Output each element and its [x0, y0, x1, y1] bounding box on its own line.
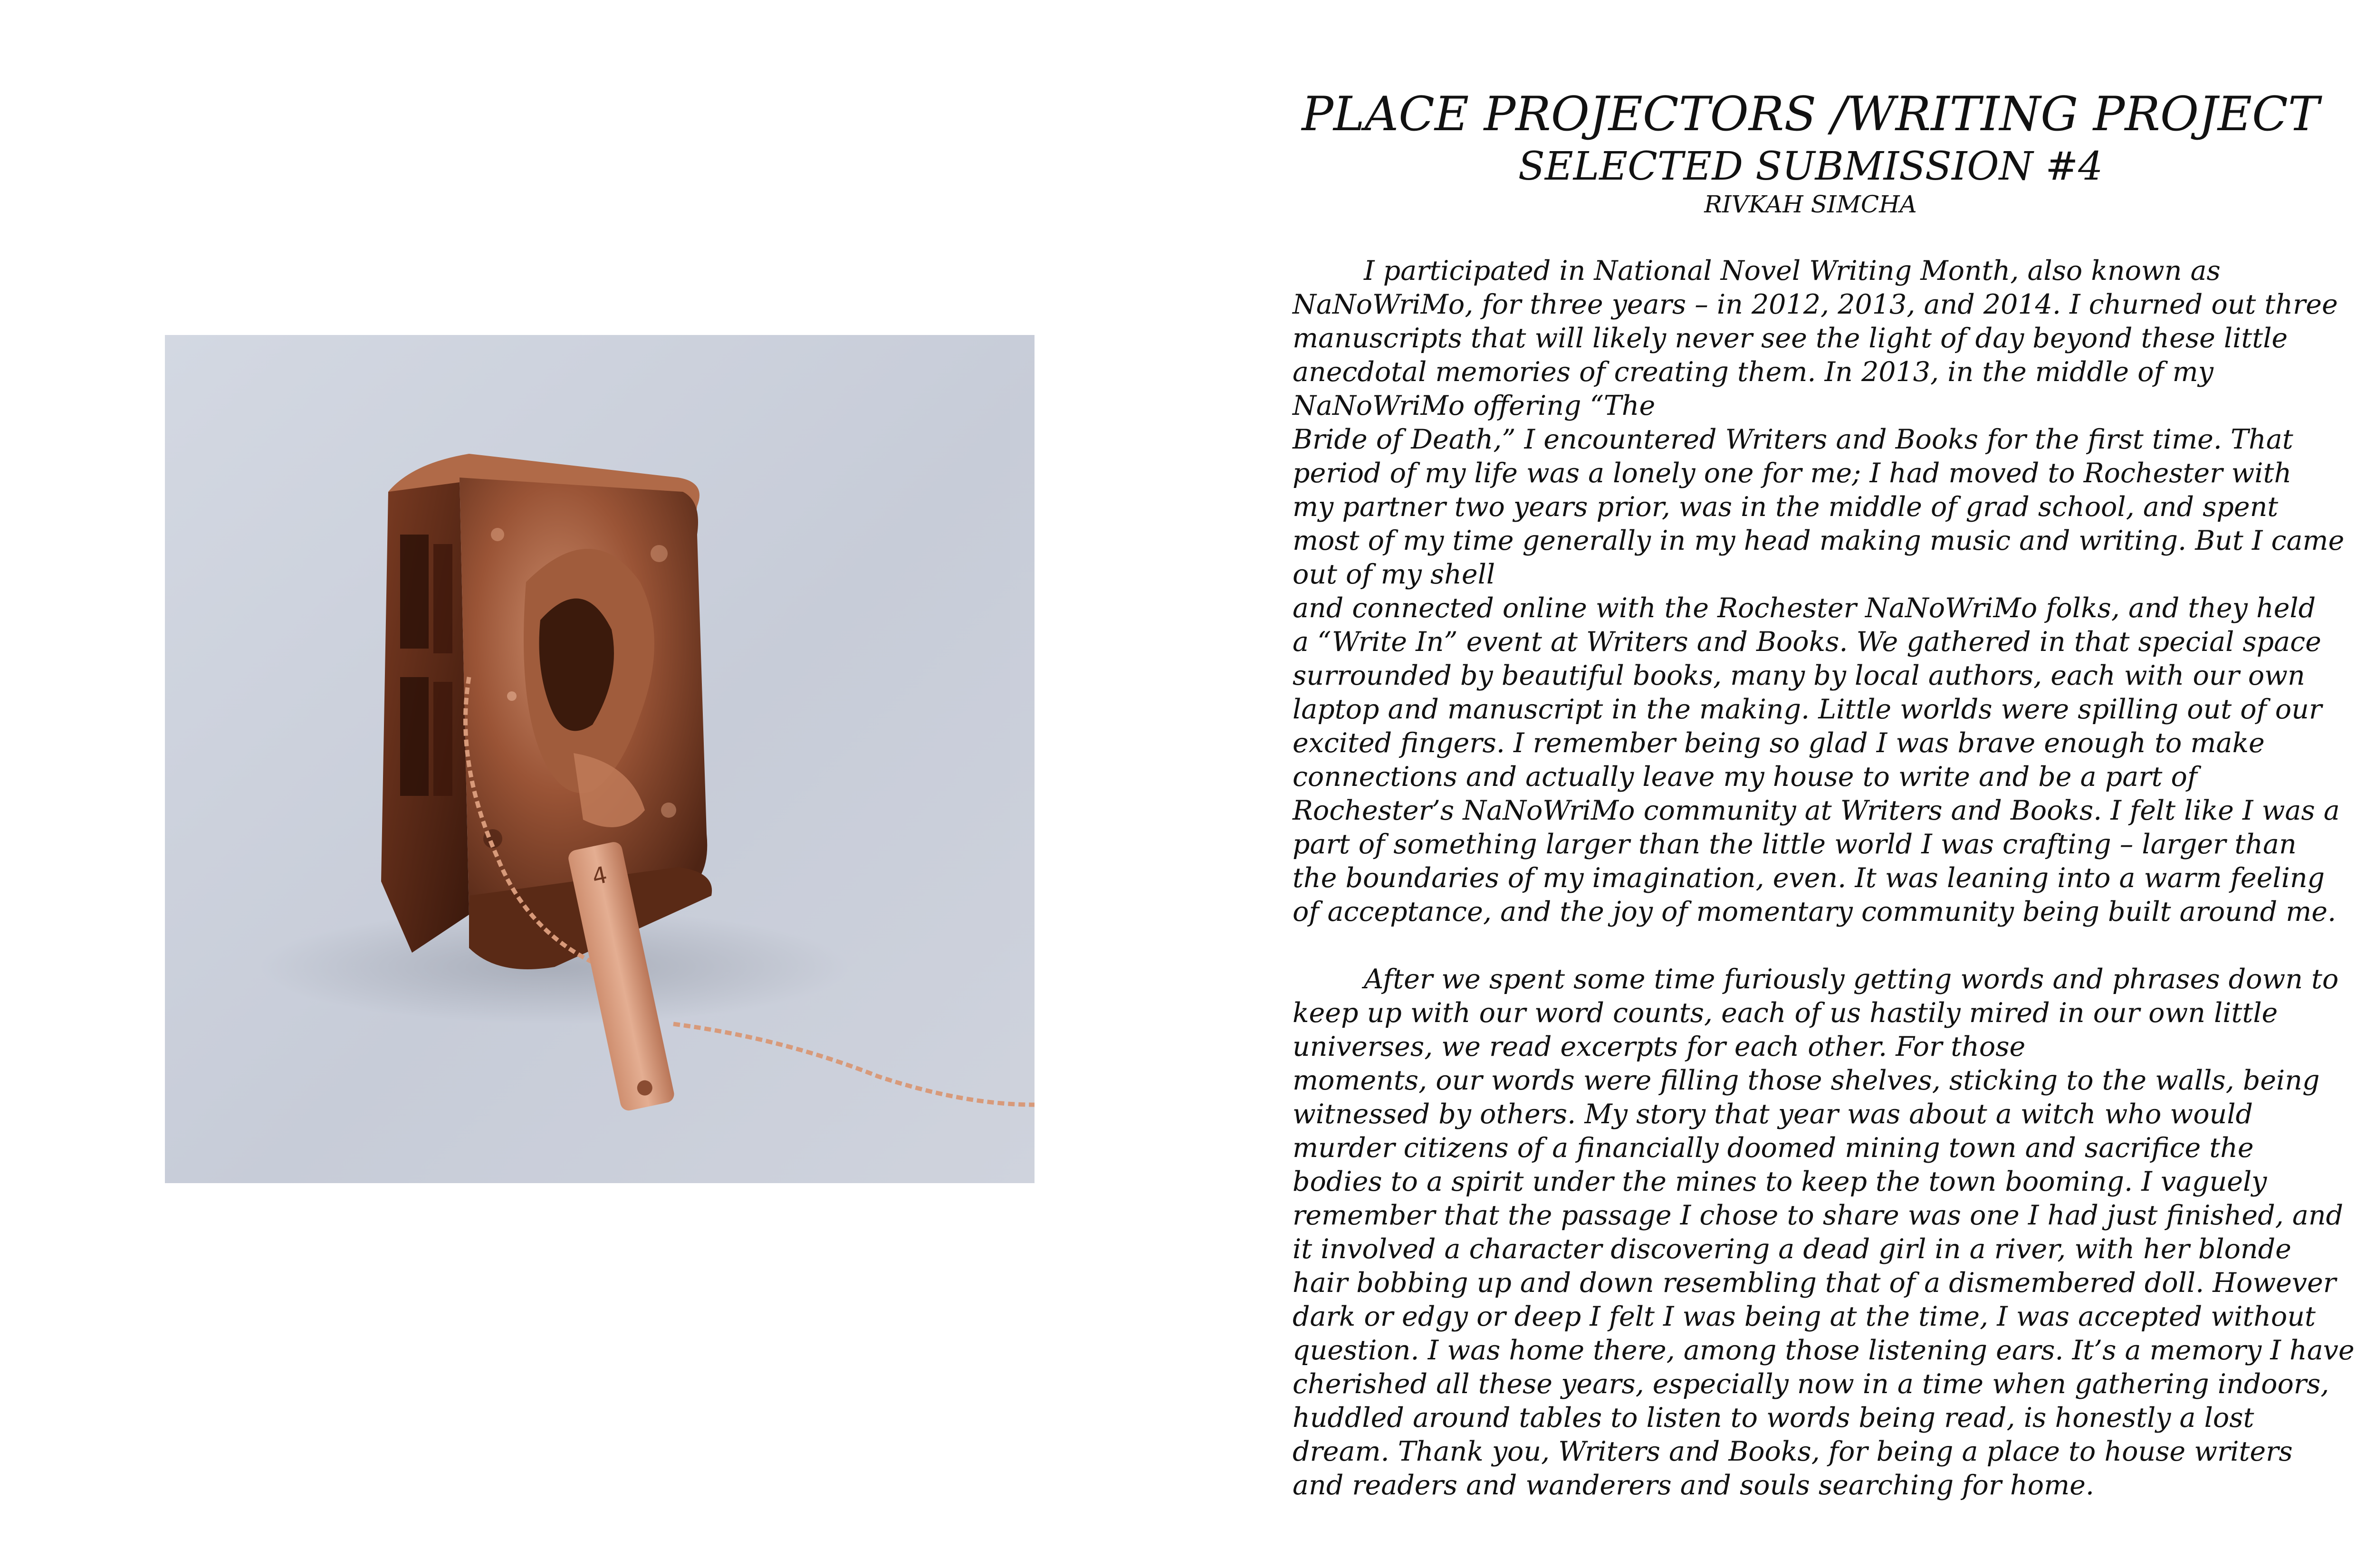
chain-lower: [673, 1024, 1035, 1105]
pendant-photo: [165, 335, 1035, 1183]
text-line: keep up with our word counts, each of us hastily mired in our own little: [1293, 997, 2278, 1029]
text-line: out of my shell: [1293, 559, 1495, 590]
text-line: my partner two years prior, was in the middle of grad school, and spent: [1293, 491, 2279, 523]
text-line: part of something larger than the little world I was crafting – larger than: [1293, 829, 2297, 860]
paragraph-2: [1293, 963, 2355, 1502]
author-name: RIVKAH SIMCHA: [1704, 191, 1917, 218]
text-line: dark or edgy or deep I felt I was being at the time, I was accepted without: [1293, 1301, 2316, 1332]
text-line: universes, we read excerpts for each other. For those: [1293, 1031, 2026, 1062]
text-line: cherished all these years, especially now in a time when gathering indoors,: [1293, 1368, 2329, 1400]
page-header: [1198, 86, 2376, 219]
paragraph-1: [1293, 254, 2345, 929]
text-line: NaNoWriMo offering “The: [1293, 390, 1656, 421]
text-line: connections and actually leave my house to write and be a part of: [1293, 761, 2197, 793]
pendant-illustration: [165, 335, 1035, 1183]
text-line: bodies to a spirit under the mines to keep the town booming. I vaguely: [1293, 1166, 2267, 1197]
text-line: murder citizens of a financially doomed mining town and sacrifice the: [1293, 1132, 2254, 1164]
text-line: it involved a character discovering a dead girl in a river, with her blonde: [1293, 1233, 2291, 1265]
text-line: anecdotal memories of creating them. In 2013, in the middle of my: [1293, 356, 2213, 388]
text-line: and readers and wanderers and souls searching for home.: [1293, 1470, 2094, 1501]
text-line: the boundaries of my imagination, even. It was leaning into a warm feeling: [1293, 862, 2325, 894]
text-line: hair bobbing up and down resembling that of a dismembered doll. However: [1293, 1267, 2337, 1299]
text-line: dream. Thank you, Writers and Books, for being a place to house writers: [1293, 1436, 2293, 1467]
text-line: witnessed by others. My story that year was about a witch who would: [1293, 1099, 2253, 1130]
text-line: laptop and manuscript in the making. Little worlds were spilling out of our: [1293, 694, 2322, 725]
text-line: After we spent some time furiously getting words and phrases down to: [1364, 964, 2339, 995]
project-title: PLACE PROJECTORS /WRITING PROJECT: [1302, 87, 2319, 142]
paragraph-gap: [1293, 929, 2328, 963]
text-line: question. I was home there, among those listening ears. It’s a memory I have: [1293, 1335, 2355, 1366]
text-line: moments, our words were filling those shelves, sticking to the walls, being: [1293, 1065, 2320, 1096]
text-line: period of my life was a lonely one for me; I had moved to Rochester with: [1293, 458, 2292, 489]
tag-number: 4: [590, 861, 610, 891]
text-line: and connected online with the Rochester NaNoWriMo folks, and they held: [1293, 593, 2316, 624]
text-line: I participated in National Novel Writing Month, also known as: [1364, 255, 2221, 287]
essay-body: [1293, 254, 2355, 1502]
text-line: NaNoWriMo, for three years – in 2012, 2013, and 2014. I churned out three: [1293, 289, 2338, 320]
submission-subtitle: SELECTED SUBMISSION #4: [1518, 144, 2103, 189]
text-line: huddled around tables to listen to words being read, is honestly a lost: [1293, 1402, 2254, 1434]
text-line: surrounded by beautiful books, many by local authors, each with our own: [1293, 660, 2305, 691]
text-line: manuscripts that will likely never see the light of day beyond these little: [1293, 323, 2288, 354]
text-line: of acceptance, and the joy of momentary community being built around me.: [1293, 896, 2337, 927]
text-line: Rochester’s NaNoWriMo community at Writers and Books. I felt like I was a: [1293, 795, 2340, 826]
text-line: Bride of Death,” I encountered Writers and Books for the first time. That: [1293, 424, 2293, 455]
text-line: a “Write In” event at Writers and Books. We gathered in that special space: [1293, 626, 2321, 658]
text-line: most of my time generally in my head making music and writing. But I came: [1293, 525, 2345, 556]
text-line: excited fingers. I remember being so glad I was brave enough to make: [1293, 727, 2265, 759]
text-line: remember that the passage I chose to share was one I had just finished, and: [1293, 1200, 2344, 1231]
